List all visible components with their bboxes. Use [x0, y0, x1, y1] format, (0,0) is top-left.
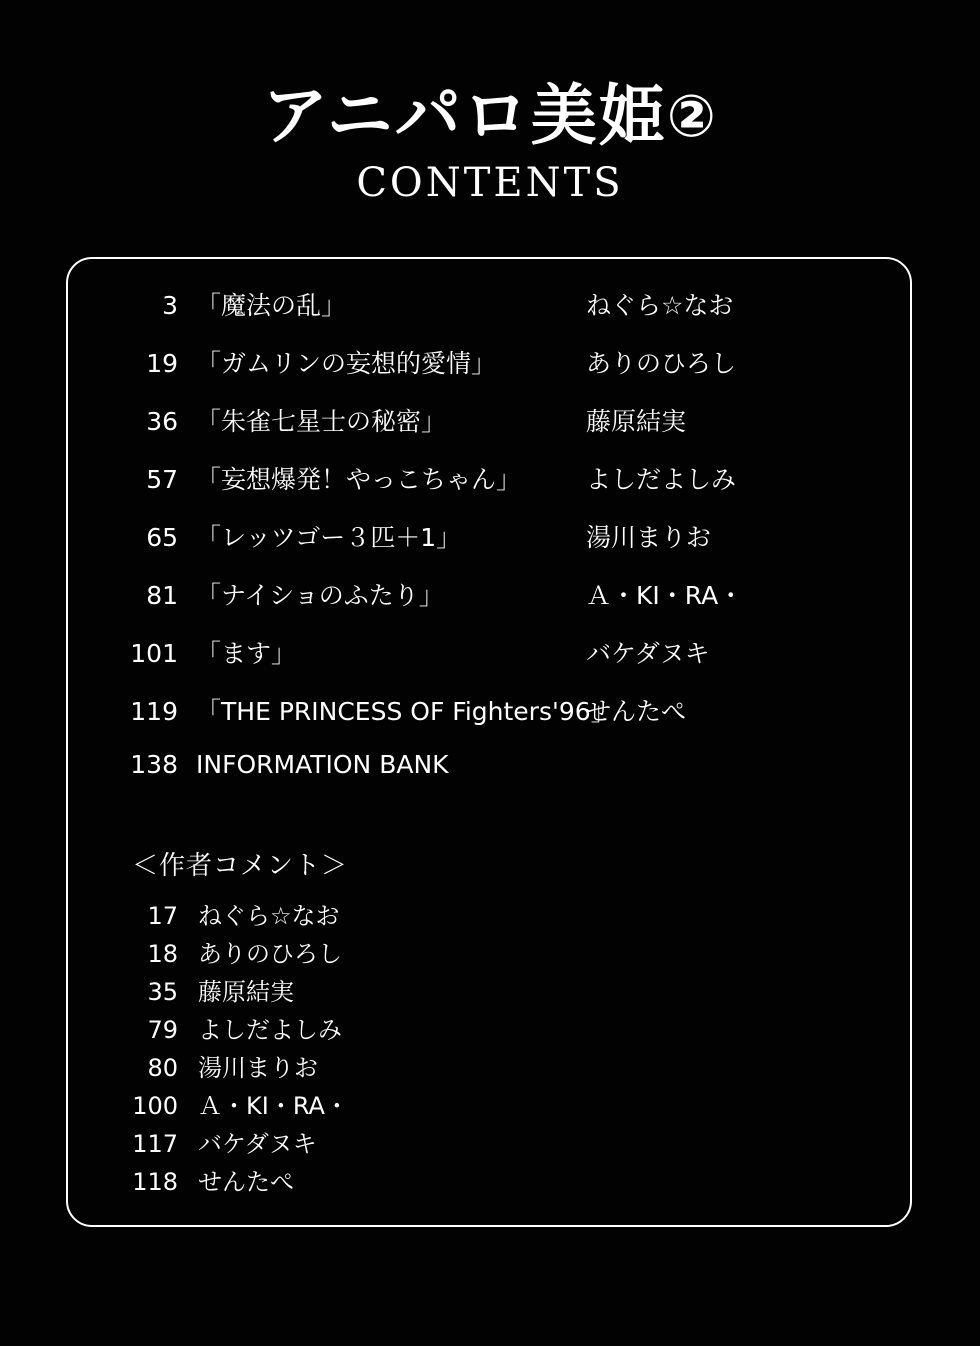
toc-entry-title: 「THE PRINCESS OF Fighters'96」 [196, 697, 616, 726]
table-row[interactable] [110, 286, 870, 344]
comment-page-number: 18 [147, 940, 178, 968]
comment-author-name: ねぐら☆なお [198, 902, 340, 930]
contents-heading: CONTENTS [356, 160, 624, 206]
table-row[interactable] [110, 402, 870, 460]
comment-page-number: 17 [147, 902, 178, 930]
toc-entry-author: 藤原結実 [586, 407, 687, 436]
toc-entry-author: 湯川まりお [586, 523, 712, 552]
table-of-contents [110, 286, 870, 808]
comment-author-name: 湯川まりお [198, 1054, 318, 1082]
comment-author-name: よしだよしみ [198, 1016, 342, 1044]
comment-author-name: Ａ・KI・RA・ [198, 1092, 349, 1120]
toc-entry-title: 「妄想爆発！やっこちゃん」 [196, 465, 522, 494]
list-item[interactable] [110, 1010, 810, 1048]
table-row[interactable] [110, 576, 870, 634]
toc-page-number: 81 [146, 581, 178, 610]
toc-entry-title: 「ます」 [196, 639, 297, 668]
toc-page-number: 36 [146, 407, 178, 436]
toc-page-number: 138 [130, 750, 178, 779]
toc-entry-title: 「魔法の乱」 [196, 291, 347, 320]
list-item[interactable] [110, 934, 810, 972]
list-item[interactable] [110, 972, 810, 1010]
toc-page-number: 19 [146, 349, 178, 378]
toc-page-number: 101 [130, 639, 178, 668]
comment-page-number: 117 [132, 1130, 178, 1158]
toc-entry-title: 「朱雀七星士の秘密」 [196, 407, 447, 436]
toc-entry-author: せんたぺ [586, 697, 687, 726]
toc-entry-title: 「レッツゴー３匹＋1」 [196, 523, 462, 552]
toc-entry-title: INFORMATION BANK [196, 750, 449, 779]
toc-page-number: 119 [130, 697, 178, 726]
comment-page-number: 100 [132, 1092, 178, 1120]
toc-entry-author: バケダヌキ [586, 639, 710, 668]
table-row[interactable] [110, 692, 870, 750]
table-row[interactable] [110, 460, 870, 518]
list-item[interactable] [110, 896, 810, 934]
toc-entry-author: ねぐら☆なお [586, 291, 734, 320]
comment-author-name: 藤原結実 [198, 978, 294, 1006]
list-item[interactable] [110, 1162, 810, 1200]
toc-page-number: 3 [162, 291, 178, 320]
toc-entry-author: ありのひろし [586, 349, 737, 378]
book-title-text: アニパロ美姫 [262, 77, 667, 154]
toc-entry-title: 「ガムリンの妄想的愛情」 [196, 349, 497, 378]
comment-author-name: ありのひろし [198, 940, 342, 968]
toc-entry-author: Ａ・KI・RA・ [586, 581, 744, 610]
table-row[interactable] [110, 634, 870, 692]
volume-number: ② [666, 82, 718, 150]
table-row[interactable] [110, 344, 870, 402]
table-row[interactable] [110, 518, 870, 576]
list-item[interactable] [110, 1086, 810, 1124]
list-item[interactable] [110, 1124, 810, 1162]
author-comments-heading: ＜作者コメント＞ [132, 851, 349, 881]
author-comments-section [110, 845, 810, 1200]
comment-page-number: 35 [147, 978, 178, 1006]
toc-entry-author: よしだよしみ [586, 465, 737, 494]
table-row[interactable] [110, 750, 870, 808]
list-item[interactable] [110, 1048, 810, 1086]
comment-author-name: バケダヌキ [198, 1130, 317, 1158]
toc-page-number: 65 [146, 523, 178, 552]
comment-page-number: 80 [147, 1054, 178, 1082]
comment-page-number: 118 [132, 1168, 178, 1196]
comment-page-number: 79 [147, 1016, 178, 1044]
comment-author-name: せんたぺ [198, 1168, 294, 1196]
toc-page-number: 57 [146, 465, 178, 494]
toc-entry-title: 「ナイショのふたり」 [196, 581, 444, 610]
book-title [0, 62, 980, 157]
